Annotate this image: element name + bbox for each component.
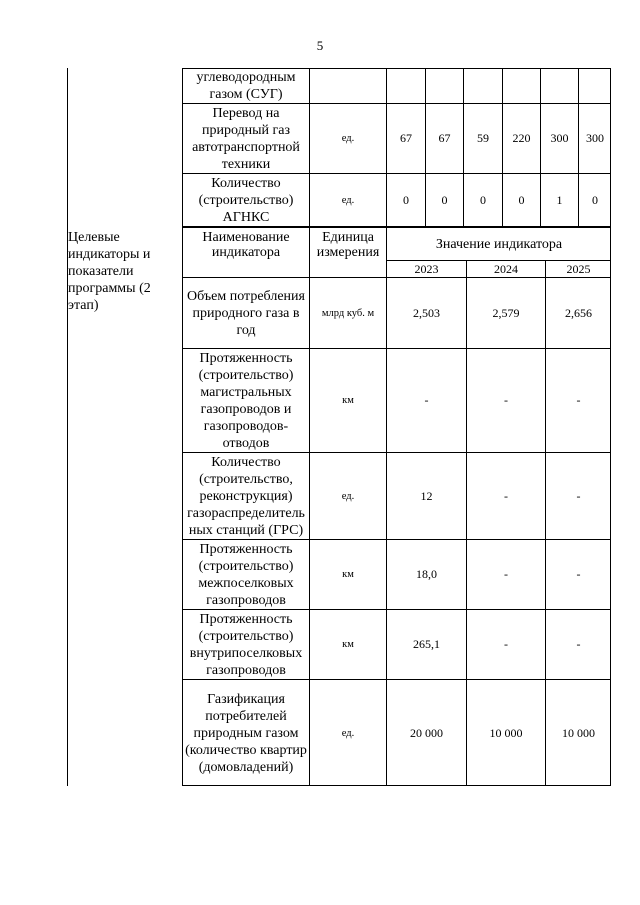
- top-row-unit: ед.: [341, 195, 355, 206]
- indicator-value: -: [576, 567, 581, 581]
- left-column-border: [67, 68, 68, 786]
- indicator-value: 10 000: [562, 725, 595, 740]
- indicator-value: -: [424, 393, 429, 407]
- column-header-unit: Единица измерения: [316, 229, 380, 260]
- top-row-value: 0: [518, 193, 525, 207]
- indicator-unit: км: [342, 395, 354, 406]
- top-row-name: Перевод на природный газ автотранспортной техники: [192, 105, 300, 172]
- column-header-value: Значение индикатора: [435, 236, 563, 252]
- indicator-value: 18,0: [416, 567, 437, 581]
- indicator-unit: км: [342, 569, 354, 580]
- top-row-name: углеводородным газом (СУГ): [196, 69, 296, 102]
- indicator-name: Протяженность (строительство) межпоселковых газопроводов: [198, 541, 294, 608]
- indicator-value: -: [576, 393, 581, 407]
- top-row-value: 300: [550, 131, 569, 145]
- indicator-value: 2,503: [413, 305, 440, 320]
- indicator-unit: ед.: [341, 490, 355, 502]
- top-row-unit: ед.: [341, 133, 355, 144]
- indicator-value: -: [504, 637, 508, 651]
- indicator-value: 265,1: [413, 637, 440, 651]
- indicator-value: 10 000: [489, 725, 523, 740]
- top-row-value: 0: [403, 193, 409, 207]
- indicator-name: Количество (строительство, реконструкция) газораспределитель ных станций (ГРС): [187, 454, 305, 538]
- indicator-value: 2,579: [492, 305, 520, 320]
- year-header: 2023: [414, 261, 439, 276]
- indicator-unit: км: [342, 639, 354, 650]
- indicator-value: 2,656: [565, 305, 592, 320]
- top-row-value: 0: [441, 193, 448, 207]
- indicator-value: -: [504, 567, 508, 581]
- indicator-name: Протяженность (строительство) магистральных газопроводов и газопроводов-отводов: [198, 350, 294, 451]
- year-header: 2024: [494, 261, 518, 276]
- indicator-value: -: [576, 637, 581, 651]
- top-row-value: 1: [556, 193, 563, 207]
- indicator-value: -: [576, 488, 581, 503]
- top-row-value: 0: [480, 193, 486, 207]
- indicator-name: Протяженность (строительство) внутрипоселковых газопроводов: [189, 611, 303, 678]
- indicator-value: 12: [420, 488, 433, 503]
- top-row-name: Количество (строительство) АГНКС: [198, 176, 294, 225]
- top-row-value: 0: [592, 193, 598, 207]
- column-header-name: Наименование индикатора: [202, 229, 290, 260]
- indicator-unit: млрд куб. м: [321, 307, 375, 319]
- goal-indicators-label: Целевые индикаторы и показатели программы (2 этап): [68, 230, 151, 313]
- top-row-value: 59: [477, 131, 489, 145]
- indicator-value: 20 000: [410, 725, 443, 740]
- top-row-value: 67: [400, 131, 412, 145]
- indicator-name: Газификация потребителей природным газом (количество квартир (домовладений): [185, 691, 307, 775]
- page-number: 5: [316, 38, 324, 53]
- indicator-value: -: [504, 393, 508, 407]
- year-header: 2025: [566, 261, 591, 276]
- top-row-value: 220: [512, 131, 531, 145]
- indicator-unit: ед.: [341, 727, 355, 739]
- indicator-value: -: [504, 488, 508, 503]
- top-row-value: 300: [586, 131, 604, 145]
- top-row-value: 67: [438, 131, 451, 145]
- indicator-name: Объем потребления природного газа в год: [187, 288, 305, 338]
